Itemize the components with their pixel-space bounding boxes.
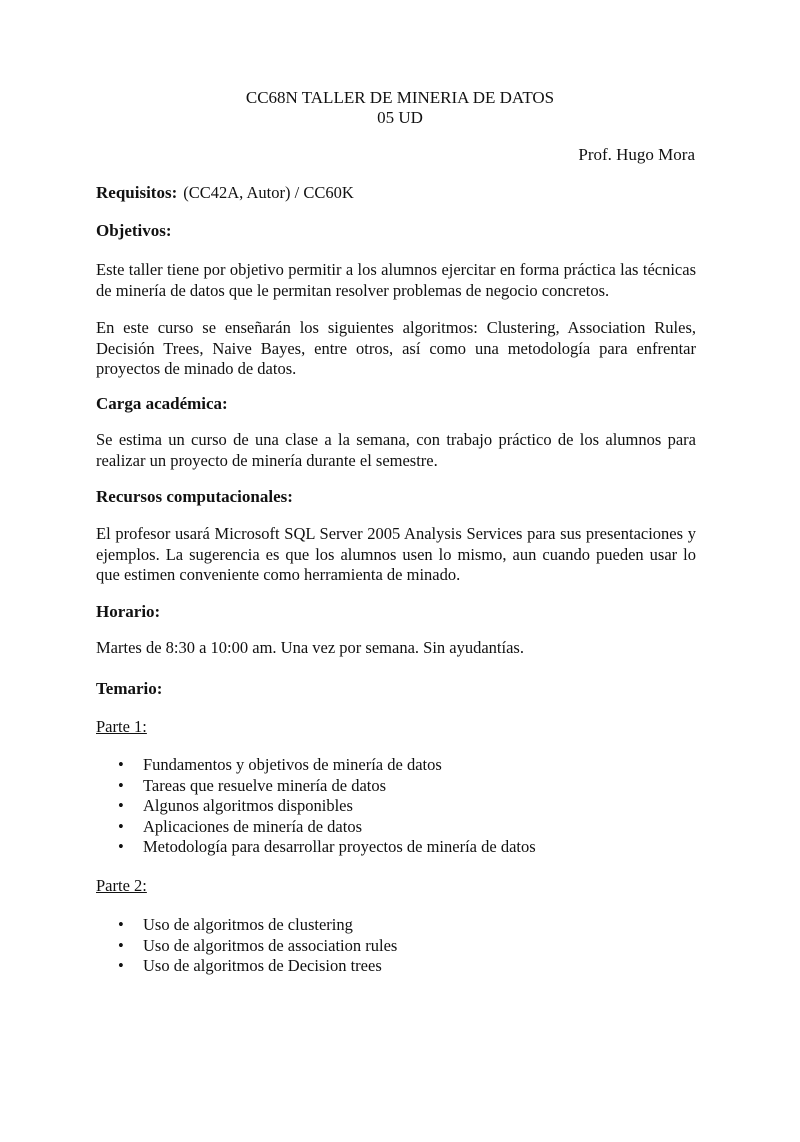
professor-name: Prof. Hugo Mora	[578, 145, 695, 164]
carga-heading: Carga académica:	[96, 394, 228, 413]
bullet-icon: •	[118, 935, 124, 955]
objetivos-paragraph-1: Este taller tiene por objetivo permitir a los alumnos ejercitar en forma práctica las técnicas de minería de datos que le permitan resolver problemas de negocio concretos.	[96, 260, 696, 300]
requisitos-label: Requisitos:	[96, 183, 178, 202]
bullet-icon: •	[118, 837, 124, 856]
parte2-label: Parte 2:	[96, 876, 147, 895]
bullet-icon: •	[118, 816, 124, 836]
recursos-heading: Recursos computacionales:	[96, 487, 293, 506]
list-item: • Tareas que resuelve minería de datos	[118, 775, 387, 795]
list-item: • Algunos algoritmos disponibles	[118, 796, 353, 815]
requisitos-line	[96, 183, 696, 204]
objetivos-paragraph-2: En este curso se enseñarán los siguientes algoritmos: Clustering, Association Rules, Decisión Trees, Naive Bayes, entre otros, así como una metodología para enfrentar proyectos de minado de datos.	[96, 318, 696, 378]
bullet-icon: •	[118, 775, 124, 795]
objetivos-heading: Objetivos:	[96, 221, 172, 240]
list-item: • Fundamentos y objetivos de minería de datos	[118, 755, 442, 774]
parte1-list	[96, 755, 696, 858]
list-item: • Uso de algoritmos de Decision trees	[118, 956, 382, 975]
list-item: • Aplicaciones de minería de datos	[118, 816, 363, 836]
list-item: • Metodología para desarrollar proyectos de minería de datos	[118, 837, 536, 856]
requisitos-value: (CC42A, Autor) / CC60K	[183, 183, 354, 202]
list-item: • Uso de algoritmos de association rules	[118, 935, 398, 955]
temario-heading: Temario:	[96, 679, 163, 698]
horario-heading: Horario:	[96, 602, 161, 621]
bullet-icon: •	[118, 796, 124, 815]
bullet-icon: •	[118, 956, 124, 975]
horario-paragraph: Martes de 8:30 a 10:00 am. Una vez por semana. Sin ayudantías.	[96, 638, 524, 657]
bullet-icon: •	[118, 915, 124, 934]
recursos-paragraph: El profesor usará Microsoft SQL Server 2005 Analysis Services para sus presentaciones y ejemplos. La sugerencia es que los alumnos usen lo mismo, aun cuando pueden usar lo que estimen conveniente como herramienta de minado.	[96, 524, 696, 584]
course-credits: 05 UD	[377, 108, 423, 127]
parte2-list	[96, 915, 696, 977]
course-title: CC68N TALLER DE MINERIA DE DATOS	[245, 88, 555, 107]
parte1-label: Parte 1:	[96, 717, 147, 736]
bullet-icon: •	[118, 755, 124, 774]
carga-paragraph: Se estima un curso de una clase a la semana, con trabajo práctico de los alumnos para realizar un proyecto de minería durante el semestre.	[96, 430, 696, 470]
list-item: • Uso de algoritmos de clustering	[118, 915, 353, 934]
